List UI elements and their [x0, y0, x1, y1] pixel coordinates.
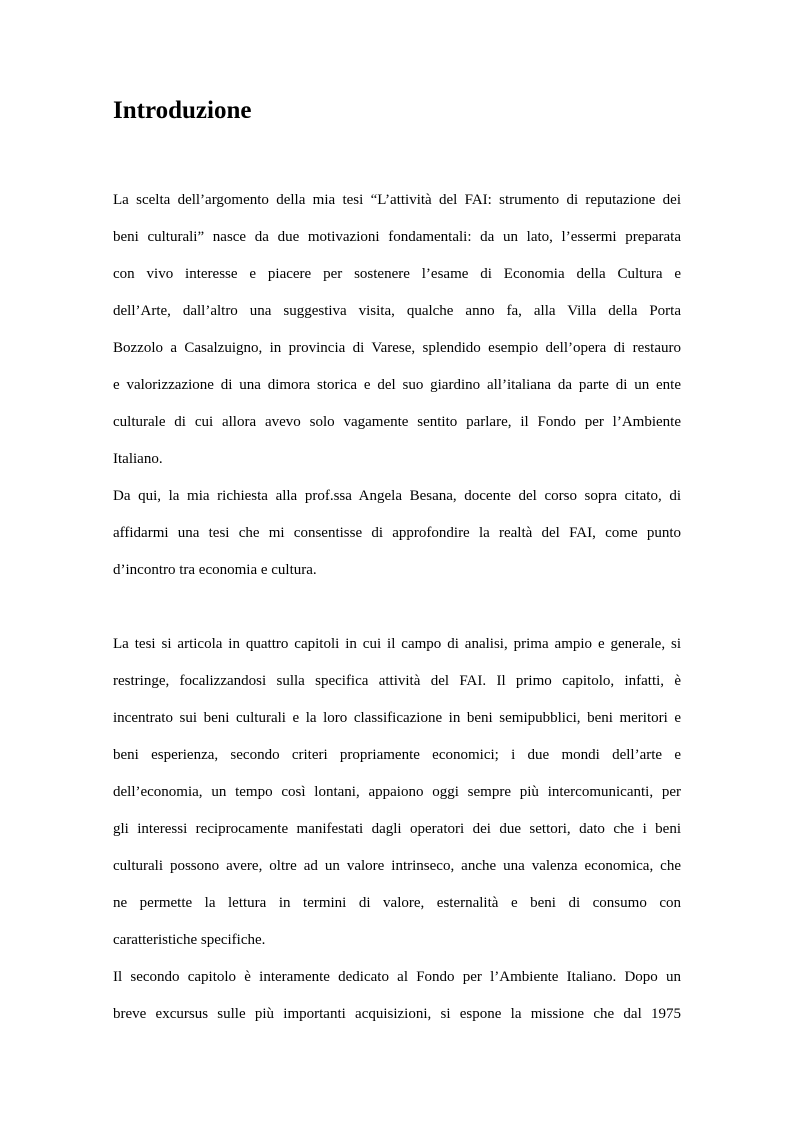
- paragraph-line: affidarmi una tesi che mi consentisse di approfondire la realtà del FAI, come punto: [113, 525, 681, 541]
- paragraph-line: incentrato sui beni culturali e la loro classificazione in beni semipubblici, beni meritori e: [113, 710, 681, 726]
- paragraph-line: con vivo interesse e piacere per sostenere l’esame di Economia della Cultura e: [113, 266, 681, 282]
- paragraph-line: Da qui, la mia richiesta alla prof.ssa Angela Besana, docente del corso sopra citato, di: [113, 488, 681, 504]
- paragraph-line: gli interessi reciprocamente manifestati dagli operatori dei due settori, dato che i beni: [113, 821, 681, 837]
- paragraph-line: beni esperienza, secondo criteri propriamente economici; i due mondi dell’arte e: [113, 747, 681, 763]
- paragraph-line: breve excursus sulle più importanti acquisizioni, si espone la missione che dal 1975: [113, 1006, 681, 1022]
- paragraph-line: d’incontro tra economia e cultura.: [113, 562, 317, 578]
- paragraph-line: La scelta dell’argomento della mia tesi “L’attività del FAI: strumento di reputazione dei: [113, 192, 681, 208]
- paragraph-line: caratteristiche specifiche.: [113, 932, 266, 948]
- paragraph-line: La tesi si articola in quattro capitoli in cui il campo di analisi, prima ampio e generale, si: [113, 636, 681, 652]
- paragraph-line: culturale di cui allora avevo solo vagamente sentito parlare, il Fondo per l’Ambiente: [113, 414, 681, 430]
- paragraph-line: restringe, focalizzandosi sulla specifica attività del FAI. Il primo capitolo, infatti, è: [113, 673, 681, 689]
- paragraph-line: beni culturali” nasce da due motivazioni fondamentali: da un lato, l’essermi preparata: [113, 229, 681, 245]
- page-title: Introduzione: [113, 97, 252, 124]
- paragraph-line: culturali possono avere, oltre ad un valore intrinseco, anche una valenza economica, che: [113, 858, 681, 874]
- paragraph-line: Bozzolo a Casalzuigno, in provincia di Varese, splendido esempio dell’opera di restauro: [113, 340, 681, 356]
- paragraph-line: Italiano.: [113, 451, 163, 467]
- paragraph-line: ne permette la lettura in termini di valore, esternalità e beni di consumo con: [113, 895, 681, 911]
- paragraph-line: dell’economia, un tempo così lontani, appaiono oggi sempre più intercomunicanti, per: [113, 784, 681, 800]
- paragraph-line: e valorizzazione di una dimora storica e del suo giardino all’italiana da parte di un ente: [113, 377, 681, 393]
- paragraph-line: Il secondo capitolo è interamente dedicato al Fondo per l’Ambiente Italiano. Dopo un: [113, 969, 681, 985]
- paragraph-line: dell’Arte, dall’altro una suggestiva visita, qualche anno fa, alla Villa della Porta: [113, 303, 681, 319]
